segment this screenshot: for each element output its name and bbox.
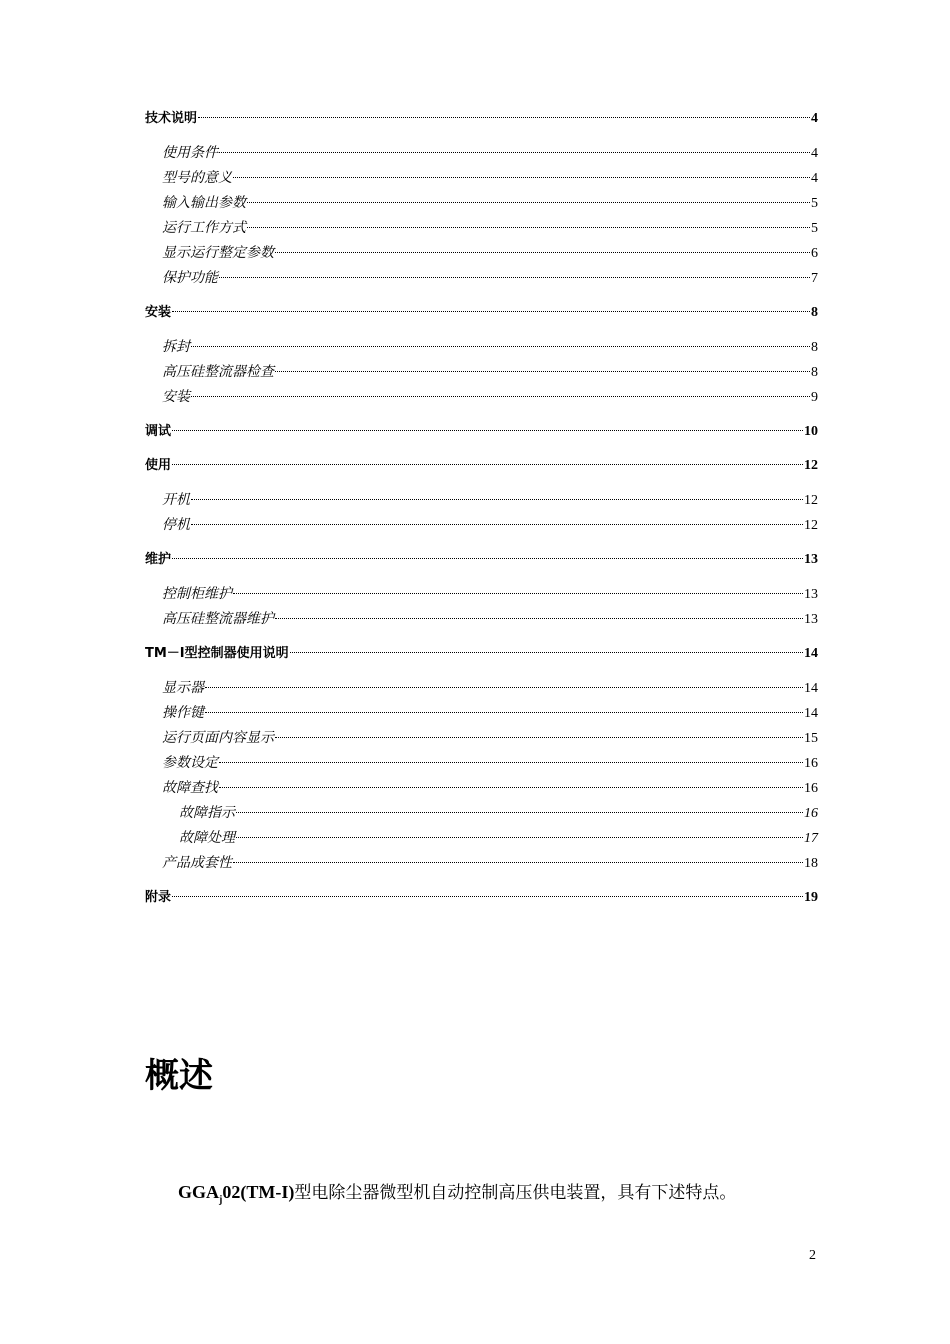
toc-entry-label: 停机	[162, 517, 190, 533]
toc-entry-label: 输入输出参数	[162, 195, 246, 211]
toc-entry[interactable]	[145, 141, 818, 166]
toc-entry-label: 附录	[145, 890, 172, 905]
toc-entry-label: 安装	[145, 305, 172, 320]
toc-entry-page: 10	[804, 424, 818, 439]
toc-entry-page: 12	[804, 518, 818, 533]
toc-entry-page: 4	[811, 171, 818, 186]
toc-leader-dots	[172, 558, 803, 559]
toc-leader-dots	[236, 837, 803, 838]
toc-entry-label: 运行工作方式	[162, 220, 246, 236]
toc-leader-dots	[219, 787, 803, 788]
intro-paragraph	[178, 1178, 736, 1206]
intro-text: 型电除尘器微型机自动控制高压供电装置，具有下述特点。	[294, 1183, 737, 1203]
toc-entry[interactable]	[145, 166, 818, 191]
toc-leader-dots	[172, 464, 803, 465]
toc-entry-page: 17	[804, 831, 818, 846]
toc-entry-page: 8	[811, 305, 818, 320]
toc-entry[interactable]	[145, 676, 818, 701]
toc-entry-label: 调试	[145, 424, 172, 439]
toc-entry-page: 16	[804, 806, 818, 821]
toc-entry-label: 拆封	[162, 339, 190, 355]
toc-leader-dots	[219, 762, 803, 763]
model-name: $GGA_j02(TM-I)$	[178, 1182, 295, 1206]
toc-entry-label: 高压硅整流器维护	[162, 611, 274, 627]
toc-leader-dots	[198, 117, 810, 118]
toc-leader-dots	[290, 652, 803, 653]
toc-entry-page: 13	[804, 612, 818, 627]
toc-entry[interactable]	[145, 241, 818, 266]
toc-entry-label: TM－Ⅰ型控制器使用说明	[145, 646, 289, 661]
toc-entry-label: 保护功能	[162, 270, 218, 286]
toc-entry[interactable]	[145, 385, 818, 410]
toc-entry-page: 16	[804, 756, 818, 771]
toc-entry-page: 4	[811, 111, 818, 126]
toc-entry[interactable]	[145, 751, 818, 776]
toc-leader-dots	[172, 430, 803, 431]
toc-leader-dots	[275, 737, 803, 738]
toc-entry[interactable]	[145, 107, 818, 131]
toc-entry-label: 操作键	[162, 705, 204, 721]
toc-entry[interactable]	[145, 776, 818, 801]
toc-entry[interactable]	[145, 513, 818, 538]
toc-leader-dots	[233, 862, 803, 863]
toc-entry[interactable]	[145, 216, 818, 241]
toc-leader-dots	[191, 396, 810, 397]
toc-leader-dots	[205, 712, 803, 713]
toc-entry[interactable]	[145, 851, 818, 876]
toc-entry-label: 故障指示	[179, 805, 235, 821]
toc-entry[interactable]	[145, 726, 818, 751]
toc-entry-page: 14	[804, 681, 818, 696]
toc-entry-page: 13	[804, 587, 818, 602]
toc-entry-page: 16	[804, 781, 818, 796]
toc-entry-label: 参数设定	[162, 755, 218, 771]
toc-entry[interactable]	[145, 335, 818, 360]
toc-entry[interactable]	[145, 642, 818, 666]
toc-entry-page: 12	[804, 493, 818, 508]
toc-leader-dots	[191, 346, 810, 347]
toc-entry-page: 19	[804, 890, 818, 905]
toc-entry-page: 14	[804, 646, 818, 661]
toc-entry-label: 控制柜维护	[162, 586, 232, 602]
toc-entry[interactable]	[145, 454, 818, 478]
toc-leader-dots	[172, 311, 810, 312]
toc-entry-page: 13	[804, 552, 818, 567]
toc-entry-label: 显示运行整定参数	[162, 245, 274, 261]
toc-entry-page: 6	[811, 246, 818, 261]
toc-leader-dots	[247, 202, 810, 203]
toc-entry[interactable]	[145, 801, 818, 826]
toc-entry-label: 开机	[162, 492, 190, 508]
toc-entry-label: 故障处理	[179, 830, 235, 846]
toc-entry-label: 使用条件	[162, 145, 218, 161]
toc-entry-page: 8	[811, 340, 818, 355]
toc-leader-dots	[275, 252, 810, 253]
toc-entry-label: 维护	[145, 552, 172, 567]
toc-entry[interactable]	[145, 607, 818, 632]
toc-entry-page: 9	[811, 390, 818, 405]
toc-leader-dots	[275, 371, 810, 372]
toc-entry[interactable]	[145, 191, 818, 216]
toc-leader-dots	[191, 524, 803, 525]
toc-entry-label: 型号的意义	[162, 170, 232, 186]
toc-entry-page: 7	[811, 271, 818, 286]
toc-entry[interactable]	[145, 582, 818, 607]
toc-leader-dots	[219, 277, 810, 278]
toc-leader-dots	[275, 618, 803, 619]
toc-entry-page: 14	[804, 706, 818, 721]
toc-leader-dots	[233, 177, 810, 178]
toc-leader-dots	[247, 227, 810, 228]
toc-entry-label: 运行页面内容显示	[162, 730, 274, 746]
toc-entry-label: 故障查找	[162, 780, 218, 796]
toc-entry[interactable]	[145, 420, 818, 444]
toc-entry[interactable]	[145, 360, 818, 385]
toc-entry[interactable]	[145, 301, 818, 325]
toc-entry-label: 显示器	[162, 680, 204, 696]
toc-leader-dots	[191, 499, 803, 500]
toc-entry[interactable]	[145, 826, 818, 851]
toc-entry-label: 使用	[145, 458, 172, 473]
toc-leader-dots	[233, 593, 803, 594]
toc-entry[interactable]	[145, 488, 818, 513]
toc-leader-dots	[172, 896, 803, 897]
page-number: 2	[809, 1248, 816, 1263]
toc-entry-label: 安装	[162, 389, 190, 405]
table-of-contents	[145, 107, 818, 920]
toc-entry-label: 产品成套性	[162, 855, 232, 871]
toc-entry-label: 高压硅整流器检查	[162, 364, 274, 380]
toc-entry[interactable]	[145, 886, 818, 910]
toc-entry-page: 4	[811, 146, 818, 161]
toc-leader-dots	[219, 152, 810, 153]
toc-entry-page: 15	[804, 731, 818, 746]
toc-entry-page: 12	[804, 458, 818, 473]
toc-entry[interactable]	[145, 701, 818, 726]
toc-entry-page: 5	[811, 196, 818, 211]
toc-entry-page: 5	[811, 221, 818, 236]
toc-entry[interactable]	[145, 266, 818, 291]
toc-entry-page: 8	[811, 365, 818, 380]
toc-entry[interactable]	[145, 548, 818, 572]
toc-entry-label: 技术说明	[145, 111, 198, 126]
toc-entry-page: 18	[804, 856, 818, 871]
toc-leader-dots	[205, 687, 803, 688]
section-heading: 概述	[145, 1056, 213, 1096]
toc-leader-dots	[236, 812, 803, 813]
